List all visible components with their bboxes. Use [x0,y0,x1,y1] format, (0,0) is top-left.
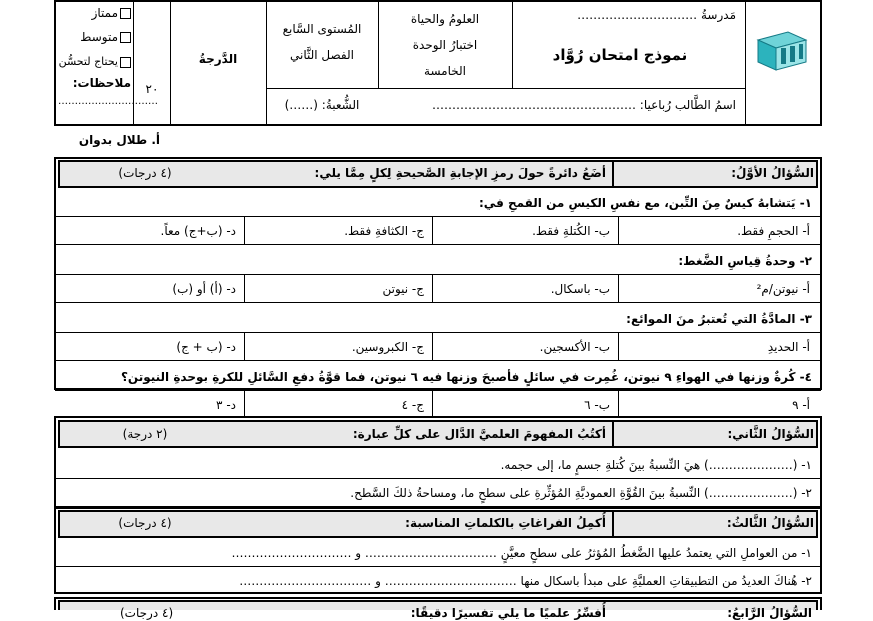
rating-improve: يحتاج لتحسُّن [56,54,131,69]
q2-instruction: أكتُبُ المفهومَ العلميَّ الدَّال على كلِّ عبارة: [352,427,606,441]
q4-instruction: أُفسِّرُ علميًا ما يلي تفسيرًا دقيقًا: [410,606,606,620]
q1-item-stem: ٤- كُرةٌ وزنها في الهواءِ ٩ نيوتن، غُمِرت في سائلٍ فأصبحَ وزنها فيه ٦ نيوتن، فما قوَّةُ دفعِ السَّائلِ للكرةِ بوحدةِ النيوتن؟ [120,370,812,384]
q1-option[interactable]: أ- نيوتن/م² [756,282,810,296]
q3-item-1: ١- من العواملِ التي يعتمدُ عليها الضَّغطُ المُؤثرُ على سطحٍ معيَّنٍ …………………………… و ………………………… [231,546,812,560]
checkbox-excellent[interactable] [120,8,131,19]
q1-option[interactable]: د- (ب+ج) معاً. [160,224,236,238]
q2-title: السُّؤالُ الثَّاني: [727,427,814,441]
q2-item-2: ٢- (…………………) النِّسبةُ بينَ القُوَّةِ العموديَّةِ المُؤثِّرةِ على سطحٍ ما، ومساحةُ ذلكَ السَّطح. [350,486,812,500]
teacher-name: أ. طلال بدوان [78,133,160,147]
q1-item-stem: ١- يَتشابهُ كيسٌ مِنَ التِّبن، مع نفسِ الكيسِ من القمحِ في: [479,196,812,210]
q1-option[interactable]: ب- الكُتلةِ فقط. [532,224,610,238]
checkbox-improve[interactable] [120,57,131,68]
q4-marks: (٤ درجات) [120,606,174,620]
q3-marks: (٤ درجات) [118,516,172,530]
level-line-2: الفصل الثَّاني [290,48,354,62]
rating-excellent: ممتاز [56,6,131,21]
q1-option[interactable]: ج- الكبروسين. [351,340,424,354]
rating-average: متوسط [56,30,131,45]
q1-marks: (٤ درجات) [118,166,172,180]
q1-option[interactable]: د- (أ) أو (ب) [172,282,236,296]
q1-item-stem: ٢- وحدةُ قِياسِ الضَّغط: [678,254,812,268]
school-label: مَدرسةُ [700,8,736,22]
q2-item-1: ١- (…………………) هيَ النِّسبةُ بينَ كُتلةِ جسمٍ ما، إلى حجمه. [500,458,812,472]
student-label: اسمُ الطَّالب رُباعيا: [639,98,736,112]
q1-option[interactable]: ج- الكثافةِ فقط. [344,224,424,238]
subject-line-1: العلومُ والحياة [410,12,480,26]
school-dots: ………………………… [577,8,698,22]
student-dots: …………………………………………… [431,98,636,112]
q1-option[interactable]: أ- الحديدِ [767,340,810,354]
q1-option[interactable]: د- (ب + ج) [176,340,236,354]
grade-label: الدَّرجةُ [198,52,238,66]
q4-header [58,600,818,620]
exam-title: نموذج امتحان رُوَّاد [552,46,688,64]
school-field [520,8,736,23]
grade-value: ٢٠ [145,82,159,96]
q1-option[interactable]: ب- الأكسجين. [539,340,610,354]
q1-option[interactable]: د- ٣ [216,398,236,412]
q1-instruction: أضَعُ دائرةً حولَ رمزِ الإجابةِ الصَّحيحةِ لِكلٍ مِمَّا يلي: [314,166,606,180]
q1-option[interactable]: ج- نيوتن [382,282,424,296]
subject-line-3: الخامسة [424,64,466,78]
q1-option[interactable]: أ- الحجمِ فقط. [737,224,810,238]
q3-title: السُّؤالُ الثَّالثُ: [726,516,814,530]
notes-dots: ………………………… [58,96,158,107]
q1-option[interactable]: أ- ٩ [792,398,810,412]
q4-title: السُّؤالُ الرَّابعُ: [727,606,812,620]
subject-line-2: اختبارُ الوحدة [412,38,478,52]
q1-option[interactable]: ج- ٤ [401,398,424,412]
q2-marks: (٢ درجة) [122,427,168,441]
q1-option[interactable]: ب- باسكال. [550,282,610,296]
q3-instruction: أُكمِلُ الفراغاتِ بالكلماتِ المناسبة: [405,516,606,530]
q1-option[interactable]: ب- ٦ [584,398,610,412]
logo-icon [752,26,812,74]
level-line-1: المُستوى السَّابع [282,22,362,36]
checkbox-average[interactable] [120,32,131,43]
section-field: الشُّعبةُ: (……) [284,98,360,112]
notes-label: ملاحظات: [72,76,131,90]
q3-item-2: ٢- هُناكَ العديدُ من التطبيقاتِ العمليَّةِ على مبدأ باسكال منها …………………………… و …………………………… [239,574,812,588]
q1-item-stem: ٣- المادَّةُ التي تُعتبرُ منَ الموائع: [626,312,812,326]
q1-title: السُّؤالُ الأوَّلُ: [731,166,814,180]
